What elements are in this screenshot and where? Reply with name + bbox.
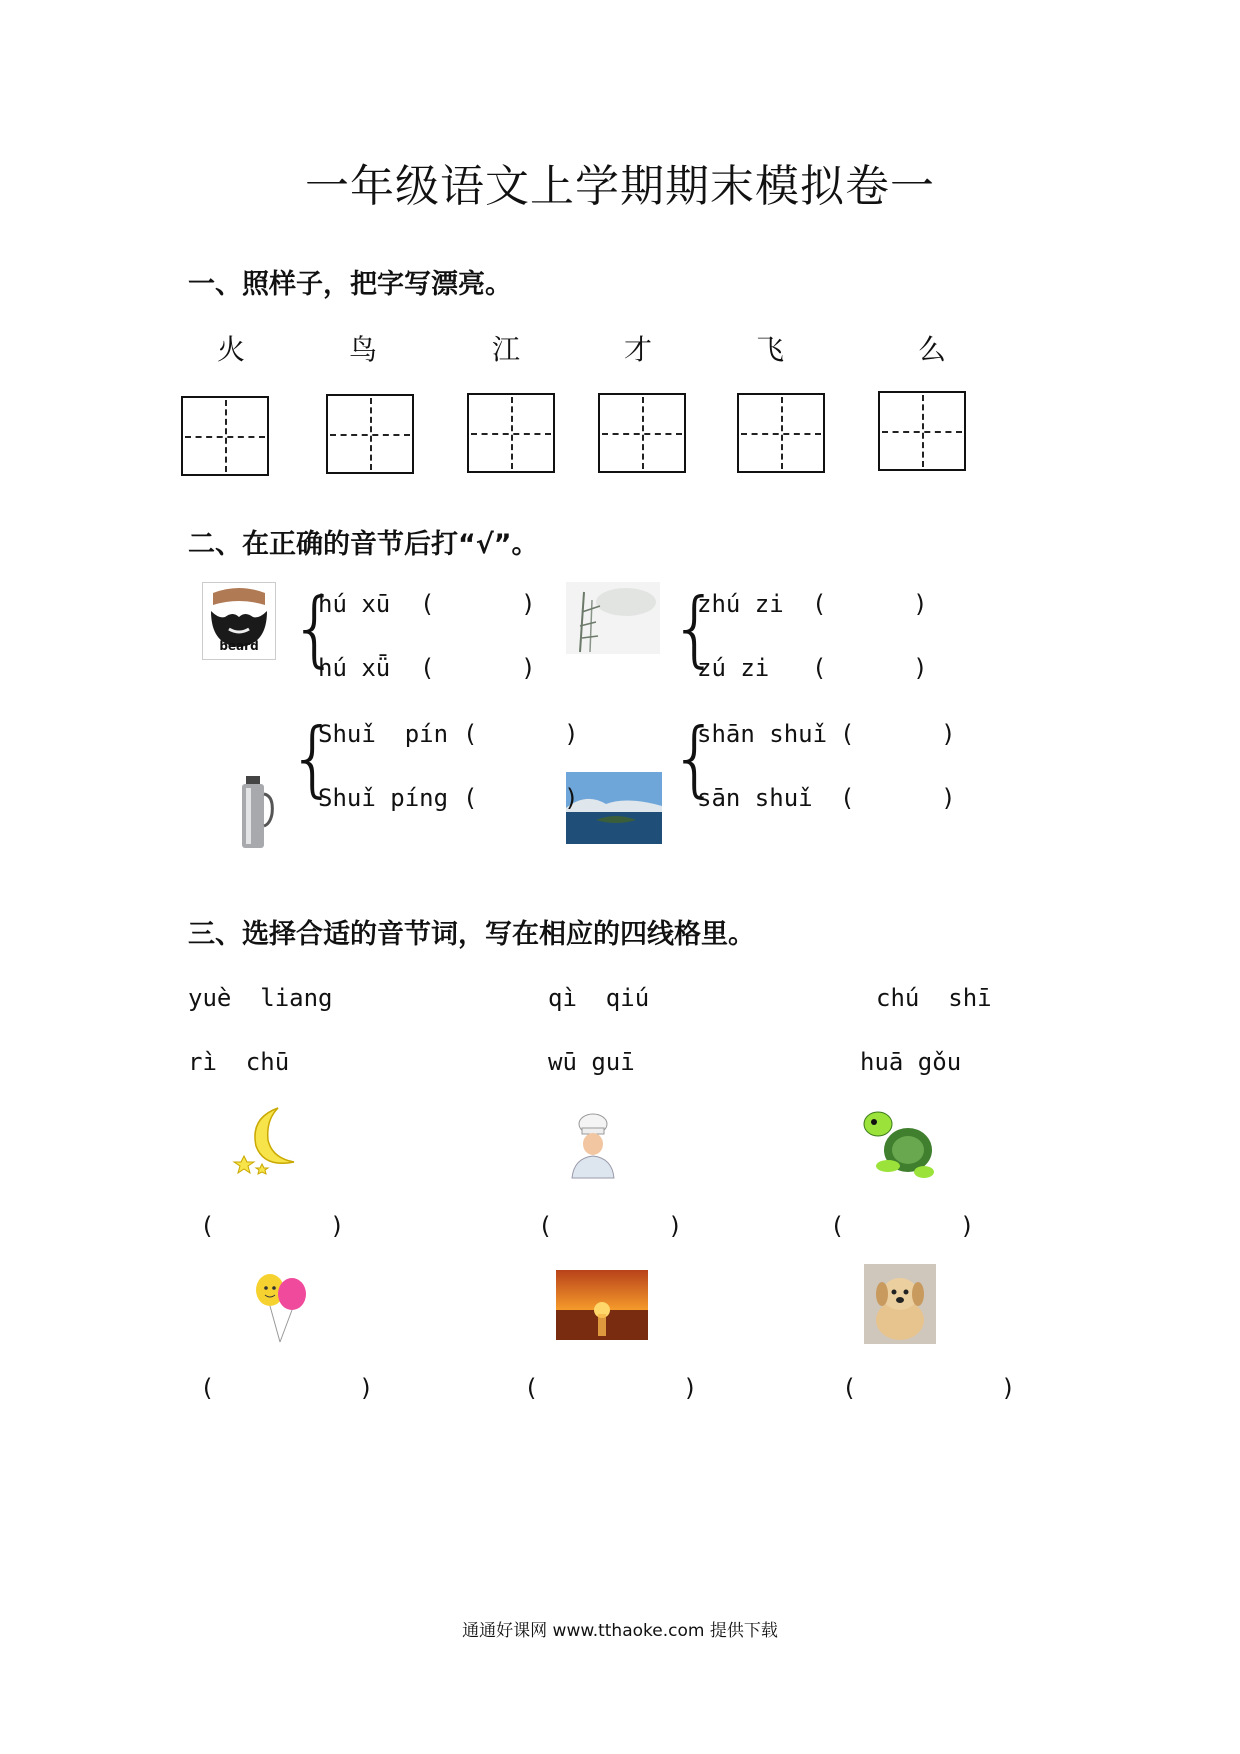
answer-paren[interactable]: ( ) (840, 784, 956, 812)
answer-paren[interactable]: ( ) (840, 720, 956, 748)
pinyin-option: zú zi (697, 654, 770, 682)
answer-paren[interactable]: ( ) (538, 1212, 683, 1240)
answer-paren[interactable]: ( ) (463, 720, 579, 748)
puppy-picture (864, 1264, 936, 1344)
beard-picture (202, 582, 276, 660)
turtle-picture (862, 1106, 938, 1182)
pinyin-option: zhú zi (697, 590, 784, 618)
writing-grid[interactable] (878, 391, 966, 471)
answer-paren[interactable]: ( ) (200, 1374, 374, 1402)
chef-picture (566, 1112, 620, 1180)
pinyin-word: qì qiú (548, 984, 650, 1012)
sample-char: 鸟 (348, 333, 377, 366)
section-3-heading: 三、选择合适的音节词，写在相应的四线格里。 (188, 919, 755, 950)
page-title: 一年级语文上学期期末模拟卷一 (305, 161, 935, 212)
writing-grid[interactable] (467, 393, 555, 473)
answer-paren[interactable]: ( ) (200, 1212, 345, 1240)
writing-grid[interactable] (598, 393, 686, 473)
pinyin-word: wū guī (548, 1048, 635, 1076)
pinyin-option: Shuǐ píng (318, 784, 449, 812)
sunset-picture (556, 1270, 648, 1340)
answer-paren[interactable]: ( ) (524, 1374, 698, 1402)
answer-paren[interactable]: ( ) (812, 654, 928, 682)
answer-paren[interactable]: ( ) (842, 1374, 1016, 1402)
answer-paren[interactable]: ( ) (420, 590, 536, 618)
writing-grid[interactable] (326, 394, 414, 474)
pinyin-option: hú xǖ (318, 654, 391, 682)
answer-paren[interactable]: ( ) (812, 590, 928, 618)
writing-grid[interactable] (737, 393, 825, 473)
sample-char: 才 (623, 333, 652, 366)
moon-picture (232, 1104, 310, 1176)
brace: { (670, 581, 720, 677)
sample-char: 火 (216, 333, 245, 366)
answer-paren[interactable]: ( ) (420, 654, 536, 682)
answer-paren[interactable]: ( ) (463, 784, 579, 812)
answer-paren[interactable]: ( ) (830, 1212, 975, 1240)
bamboo-picture (566, 582, 660, 654)
beard-label: beard (219, 639, 259, 653)
pinyin-option: sān shuǐ (697, 784, 813, 812)
landscape-picture (566, 772, 662, 844)
pinyin-option: hú xū (318, 590, 391, 618)
brace: { (290, 581, 340, 677)
brace: { (288, 711, 338, 807)
writing-grid[interactable] (181, 396, 269, 476)
section-2-heading: 二、在正确的音节后打“√”。 (188, 529, 539, 560)
sample-char: 江 (491, 333, 520, 366)
pinyin-option: Shuǐ pín (318, 720, 449, 748)
pinyin-word: rì chū (188, 1048, 290, 1076)
pinyin-word: huā gǒu (860, 1048, 962, 1076)
balloons-picture (250, 1268, 314, 1348)
sample-char: 么 (917, 333, 946, 366)
pinyin-option: shān shuǐ (697, 720, 828, 748)
pinyin-word: yuè liang (188, 984, 333, 1012)
section-1-heading: 一、照样子，把字写漂亮。 (188, 269, 512, 300)
pinyin-word: chú shī (876, 984, 992, 1012)
sample-char: 飞 (755, 333, 784, 366)
footer-text: 通通好课网 www.tthaoke.com 提供下载 (462, 1621, 778, 1641)
brace: { (670, 711, 720, 807)
thermos-picture (234, 774, 274, 852)
